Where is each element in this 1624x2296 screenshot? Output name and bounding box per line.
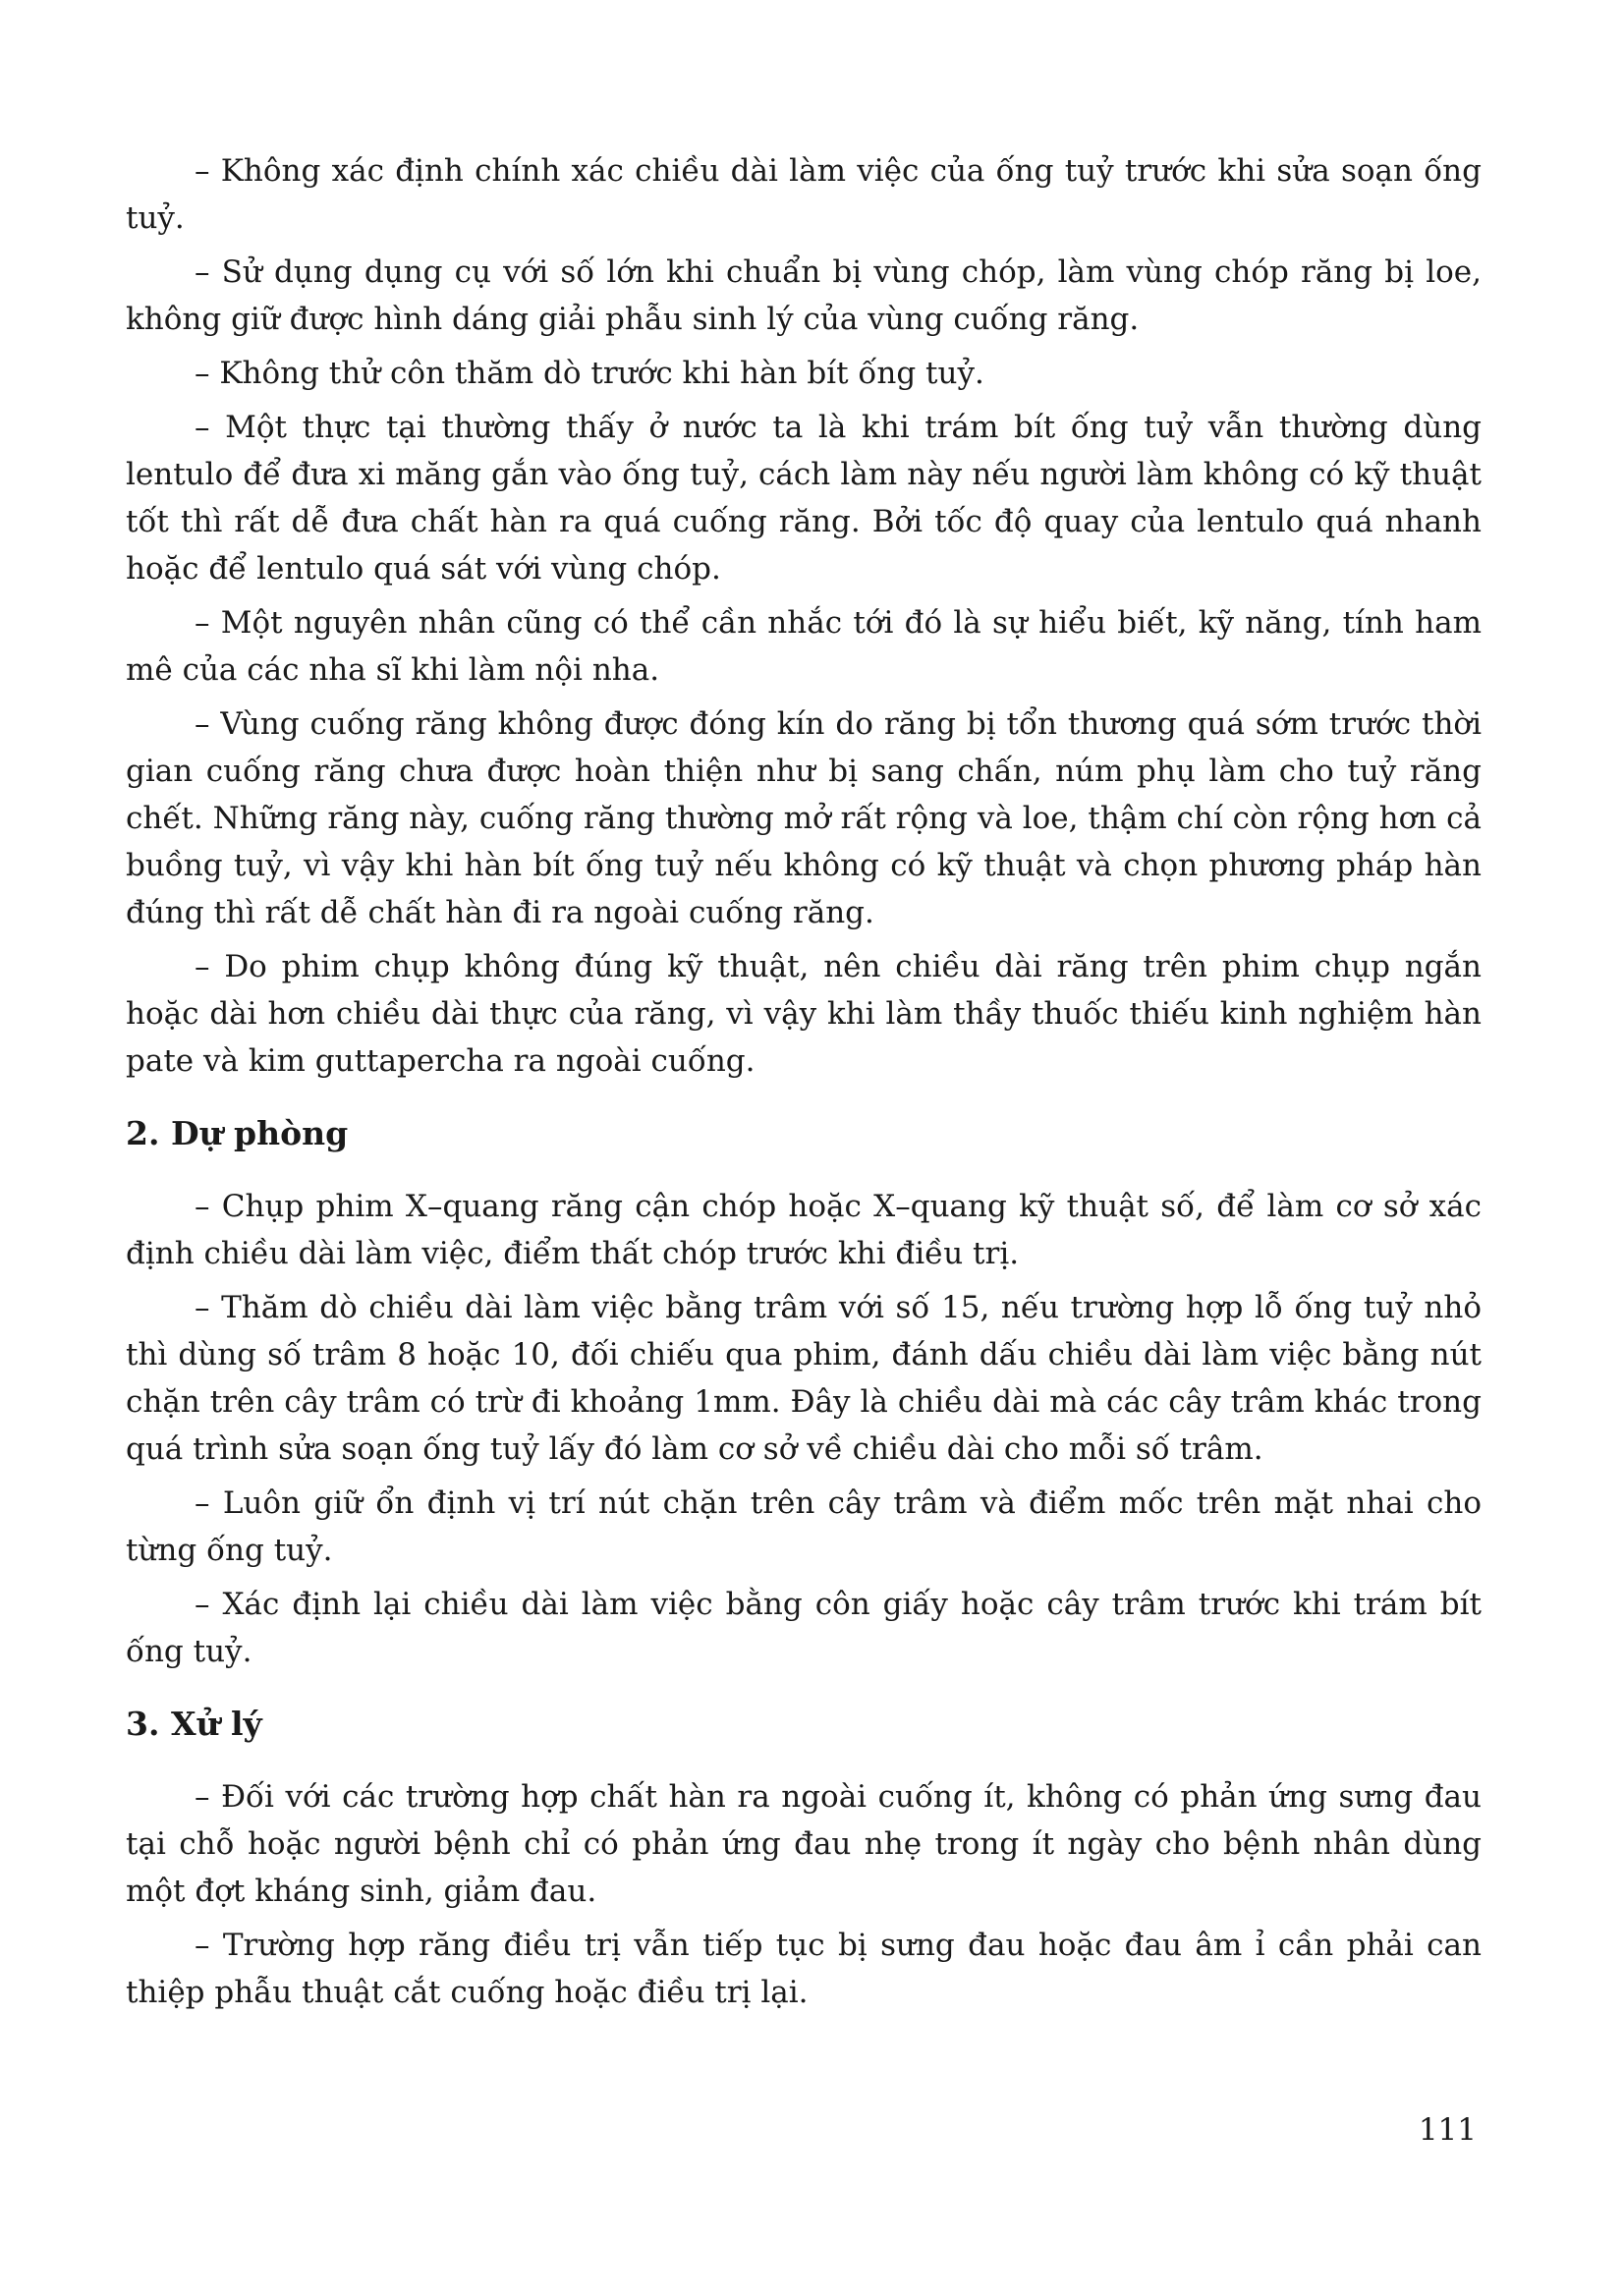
section-heading: 2. Dự phòng bbox=[126, 1114, 349, 1152]
paragraph: – Do phim chụp không đúng kỹ thuật, nên chiều dài răng trên phim chụp ngắn hoặc dài hơn chiều dài thực của răng, vì vậy khi làm thầy thuốc thiếu kinh nghiệm hàn pate và kim guttapercha ra ngoài cuống. bbox=[126, 949, 1482, 1079]
page-number: 111 bbox=[1418, 2112, 1477, 2148]
paragraph: – Một nguyên nhân cũng có thể cần nhắc tới đó là sự hiểu biết, kỹ năng, tính ham mê của các nha sĩ khi làm nội nha. bbox=[126, 605, 1482, 688]
section-heading: 3. Xử lý bbox=[126, 1705, 262, 1743]
paragraph: – Luôn giữ ổn định vị trí nút chặn trên cây trâm và điểm mốc trên mặt nhai cho từng ống tuỷ. bbox=[126, 1485, 1482, 1568]
paragraph: – Sử dụng dụng cụ với số lớn khi chuẩn bị vùng chóp, làm vùng chóp răng bị loe, không giữ được hình dáng giải phẫu sinh lý của vùng cuống răng. bbox=[126, 254, 1482, 337]
paragraph: – Chụp phim X–quang răng cận chóp hoặc X–quang kỹ thuật số, để làm cơ sở xác định chiều dài làm việc, điểm thất chóp trước khi điều trị. bbox=[126, 1189, 1482, 1271]
section-treatment bbox=[126, 1701, 1482, 2016]
paragraph: – Không xác định chính xác chiều dài làm việc của ống tuỷ trước khi sửa soạn ống tuỷ. bbox=[126, 153, 1482, 236]
paragraph: – Một thực tại thường thấy ở nước ta là khi trám bít ống tuỷ vẫn thường dùng lentulo để đưa xi măng gắn vào ống tuỷ, cách làm này nếu người làm không có kỹ thuật tốt thì rất dễ đưa chất hàn ra quá cuống răng. Bởi tốc độ quay của lentulo quá nhanh hoặc để lentulo quá sát với vùng chóp. bbox=[126, 410, 1482, 587]
page-body bbox=[126, 147, 1482, 2023]
paragraph: – Đối với các trường hợp chất hàn ra ngoài cuống ít, không có phản ứng sưng đau tại chỗ hoặc người bệnh chỉ có phản ứng đau nhẹ trong ít ngày cho bệnh nhân dùng một đợt kháng sinh, giảm đau. bbox=[126, 1779, 1482, 1909]
paragraph: – Thăm dò chiều dài làm việc bằng trâm với số 15, nếu trường hợp lỗ ống tuỷ nhỏ thì dùng số trâm 8 hoặc 10, đối chiếu qua phim, đánh dấu chiều dài làm việc bằng nút chặn trên cây trâm có trừ đi khoảng 1mm. Đây là chiều dài mà các cây trâm khác trong quá trình sửa soạn ống tuỷ lấy đó làm cơ sở về chiều dài cho mỗi số trâm. bbox=[126, 1290, 1482, 1467]
paragraph: – Trường hợp răng điều trị vẫn tiếp tục bị sưng đau hoặc đau âm ỉ cần phải can thiệp phẫu thuật cắt cuống hoặc điều trị lại. bbox=[126, 1928, 1482, 2010]
paragraph: – Không thử côn thăm dò trước khi hàn bít ống tuỷ. bbox=[195, 356, 984, 391]
intro-list bbox=[126, 147, 1482, 1085]
paragraph: – Xác định lại chiều dài làm việc bằng côn giấy hoặc cây trâm trước khi trám bít ống tuỷ. bbox=[126, 1587, 1482, 1669]
section-prevention bbox=[126, 1110, 1482, 1675]
paragraph: – Vùng cuống răng không được đóng kín do răng bị tổn thương quá sớm trước thời gian cuống răng chưa được hoàn thiện như bị sang chấn, núm phụ làm cho tuỷ răng chết. Những răng này, cuống răng thường mở rất rộng và loe, thậm chí còn rộng hơn cả buồng tuỷ, vì vậy khi hàn bít ống tuỷ nếu không có kỹ thuật và chọn phương pháp hàn đúng thì rất dễ chất hàn đi ra ngoài cuống răng. bbox=[126, 706, 1482, 930]
